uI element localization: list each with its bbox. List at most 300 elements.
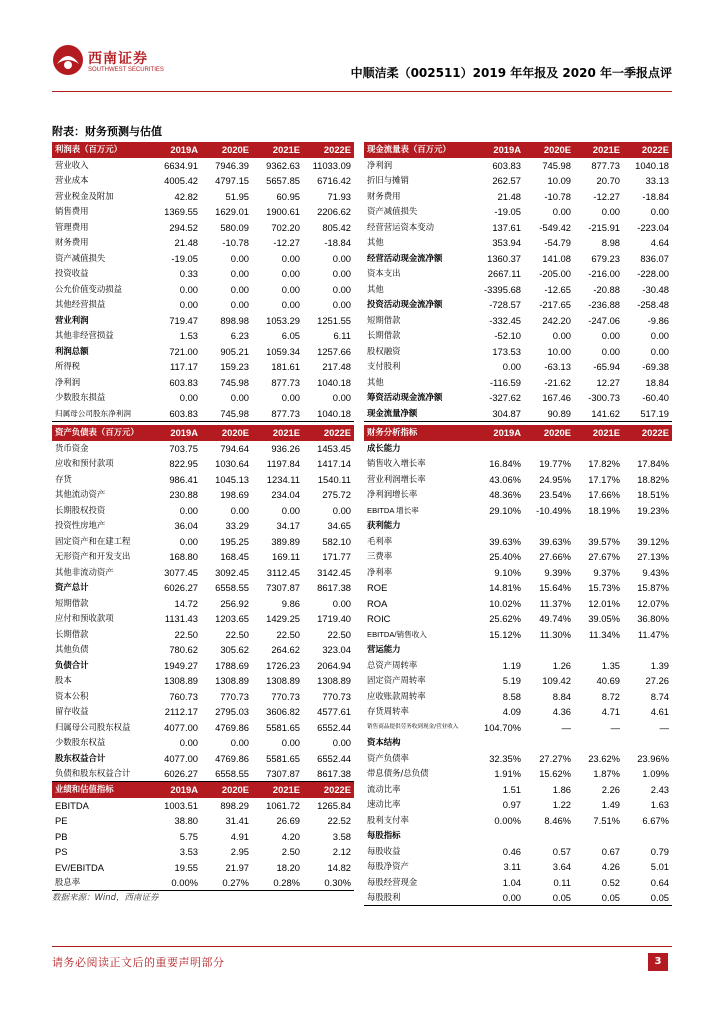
row-label: 速动比率 bbox=[367, 799, 401, 810]
row-value: 12.01% bbox=[588, 597, 620, 609]
row-value: 6716.42 bbox=[317, 175, 351, 187]
row-value: 21.48 bbox=[497, 190, 521, 202]
row-value: 33.13 bbox=[645, 175, 669, 187]
table-row bbox=[52, 875, 354, 891]
table-row bbox=[52, 735, 354, 751]
table-row bbox=[364, 173, 672, 189]
row-label: ROA bbox=[367, 597, 388, 609]
table-row bbox=[364, 375, 672, 391]
row-value: 1788.69 bbox=[215, 659, 249, 671]
table-row bbox=[52, 518, 354, 534]
table-row bbox=[52, 534, 354, 550]
row-value: 877.73 bbox=[271, 376, 300, 388]
table-row bbox=[364, 766, 672, 782]
row-value: 0.00 bbox=[502, 361, 521, 373]
row-label: 营业税金及附加 bbox=[55, 190, 114, 201]
row-value: 217.48 bbox=[322, 361, 351, 373]
row-value: 721.00 bbox=[169, 345, 198, 357]
row-value: 0.00 bbox=[601, 330, 620, 342]
row-label: 资本公积 bbox=[55, 690, 89, 701]
row-value: 17.17% bbox=[588, 473, 620, 485]
row-value: 0.00 bbox=[179, 392, 198, 404]
row-value: 0.00 bbox=[332, 283, 351, 295]
row-value bbox=[623, 735, 672, 751]
row-label: 每股股利 bbox=[364, 890, 474, 906]
row-label: 成长能力 bbox=[367, 442, 401, 453]
row-value: 141.08 bbox=[542, 252, 571, 264]
row-label: 净利率 bbox=[367, 566, 393, 577]
row-value: 11.34% bbox=[588, 628, 620, 640]
row-value: 234.04 bbox=[271, 489, 300, 501]
row-value: 167.46 bbox=[542, 392, 571, 404]
year-header: 2022E bbox=[303, 142, 354, 158]
table-row bbox=[52, 813, 354, 829]
row-label: EV/EBITDA bbox=[55, 861, 104, 873]
row-value: 4797.15 bbox=[215, 175, 249, 187]
row-label: 营业成本 bbox=[55, 175, 89, 186]
row-value: -228.00 bbox=[637, 268, 669, 280]
year-header: 2022E bbox=[303, 782, 354, 798]
table-row bbox=[364, 456, 672, 472]
row-value: 770.73 bbox=[322, 690, 351, 702]
table-row bbox=[364, 735, 672, 751]
row-label: 总资产周转率 bbox=[367, 659, 418, 670]
table-row bbox=[52, 627, 354, 643]
row-label: 资产总计 bbox=[55, 582, 89, 593]
row-label: 少数股东权益 bbox=[55, 737, 106, 748]
table-row bbox=[364, 235, 672, 251]
row-value: 19.23% bbox=[637, 504, 669, 516]
row-value: 0.00 bbox=[230, 737, 249, 749]
table-row bbox=[52, 251, 354, 267]
row-value: 6634.91 bbox=[164, 159, 198, 171]
row-label: 净利润 bbox=[55, 376, 81, 387]
row-value: -10.78 bbox=[222, 237, 249, 249]
row-label: 应收和预付款项 bbox=[55, 458, 114, 469]
table-row bbox=[52, 673, 354, 689]
row-value: -63.13 bbox=[544, 361, 571, 373]
row-value: 4.71 bbox=[601, 706, 620, 718]
row-value: 262.57 bbox=[492, 175, 521, 187]
row-label: 少数股东损益 bbox=[55, 392, 106, 403]
table-row bbox=[52, 860, 354, 876]
row-label: 货币资金 bbox=[55, 442, 89, 453]
row-value: 71.93 bbox=[327, 190, 351, 202]
row-value bbox=[574, 735, 623, 751]
row-value: 6.67% bbox=[642, 814, 669, 826]
row-value: 4005.42 bbox=[164, 175, 198, 187]
row-value bbox=[524, 828, 574, 844]
table-row bbox=[52, 282, 354, 298]
row-value: 181.61 bbox=[271, 361, 300, 373]
row-value: 17.66% bbox=[588, 489, 620, 501]
row-value: 4.64 bbox=[650, 237, 669, 249]
row-label: 所得税 bbox=[55, 361, 81, 372]
row-label: 带息债务/总负债 bbox=[367, 768, 429, 779]
row-value: 0.11 bbox=[553, 876, 571, 888]
row-value bbox=[524, 441, 574, 457]
table-row bbox=[364, 472, 672, 488]
row-value: 43.06% bbox=[489, 473, 521, 485]
row-value: 3.64 bbox=[552, 861, 571, 873]
row-value: 5.19 bbox=[502, 675, 521, 687]
row-value: 0.05 bbox=[574, 890, 623, 906]
row-value: 770.73 bbox=[220, 690, 249, 702]
row-value bbox=[623, 518, 672, 534]
row-value: 770.73 bbox=[271, 690, 300, 702]
year-header: 2021E bbox=[574, 425, 623, 441]
table-row bbox=[364, 859, 672, 875]
row-label: 公允价值变动损益 bbox=[55, 283, 122, 294]
row-label: 支付股利 bbox=[367, 361, 401, 372]
row-value: 15.73% bbox=[588, 582, 620, 594]
row-label: 净利润 bbox=[367, 159, 393, 170]
row-value: 0.79 bbox=[650, 845, 669, 857]
row-label: ROIC bbox=[367, 613, 391, 625]
row-label: 营运能力 bbox=[367, 644, 401, 655]
table-row bbox=[52, 611, 354, 627]
table-row bbox=[52, 359, 354, 375]
row-value: 8617.38 bbox=[303, 766, 354, 782]
row-value: 4.91 bbox=[230, 830, 249, 842]
row-value: 7946.39 bbox=[215, 159, 249, 171]
table-row bbox=[364, 627, 672, 643]
row-value: 780.62 bbox=[169, 644, 198, 656]
row-value: 1045.13 bbox=[215, 473, 249, 485]
row-value: -18.84 bbox=[642, 190, 669, 202]
row-value: 0.00 bbox=[179, 737, 198, 749]
row-value: 2667.11 bbox=[487, 268, 521, 280]
row-value: 3112.45 bbox=[266, 566, 300, 578]
row-value: 22.50 bbox=[225, 628, 249, 640]
table-title: 现金流量表（百万元） bbox=[364, 142, 474, 158]
row-value: 0.27% bbox=[201, 875, 252, 891]
table-row bbox=[364, 890, 672, 906]
row-value: 198.69 bbox=[220, 489, 249, 501]
row-label: PB bbox=[55, 830, 68, 842]
row-value: 0.00 bbox=[281, 252, 300, 264]
table-row bbox=[364, 689, 672, 705]
row-value: 0.05 bbox=[623, 890, 672, 906]
row-value: 6.11 bbox=[333, 330, 351, 342]
table-row bbox=[52, 297, 354, 313]
row-value: 603.83 bbox=[492, 159, 521, 171]
row-value: -215.91 bbox=[588, 221, 620, 233]
row-value: 5657.85 bbox=[266, 175, 300, 187]
row-value: 3092.45 bbox=[215, 566, 249, 578]
row-value: 305.62 bbox=[220, 644, 249, 656]
row-value: 0.00 bbox=[332, 268, 351, 280]
row-value: 3142.45 bbox=[317, 566, 351, 578]
row-value: 1308.89 bbox=[164, 675, 198, 687]
table-row bbox=[364, 390, 672, 406]
row-label: 现金流量净额 bbox=[364, 406, 474, 422]
row-value: 21.48 bbox=[174, 237, 198, 249]
logo-emblem-icon bbox=[52, 44, 84, 76]
row-value: 4.26 bbox=[601, 861, 620, 873]
row-value: 3.53 bbox=[179, 846, 198, 858]
row-value: 3.11 bbox=[503, 861, 521, 873]
row-value: -69.38 bbox=[642, 361, 669, 373]
row-value: 29.10% bbox=[489, 504, 521, 516]
row-value: 27.13% bbox=[637, 551, 669, 563]
year-header: 2021E bbox=[574, 142, 623, 158]
row-value: 2064.94 bbox=[317, 659, 351, 671]
table-row bbox=[52, 158, 354, 174]
table-row bbox=[364, 611, 672, 627]
row-value: -65.94 bbox=[593, 361, 620, 373]
footer-disclaimer: 请务必阅读正文后的重要声明部分 bbox=[52, 956, 225, 969]
row-value: 6026.27 bbox=[164, 582, 198, 594]
row-label: 毛利率 bbox=[367, 535, 393, 546]
table-row bbox=[52, 328, 354, 344]
row-label: 其他负债 bbox=[55, 644, 89, 655]
row-value: 1360.37 bbox=[487, 252, 521, 264]
row-value: 805.42 bbox=[322, 221, 351, 233]
row-value: 18.51% bbox=[637, 489, 669, 501]
row-value: -9.86 bbox=[647, 314, 669, 326]
table-row bbox=[364, 251, 672, 267]
row-value: 1.53 bbox=[179, 330, 198, 342]
table-row bbox=[364, 313, 672, 329]
row-value: 719.47 bbox=[169, 314, 198, 326]
table-row bbox=[52, 204, 354, 220]
row-value: 1540.11 bbox=[317, 473, 351, 485]
row-value bbox=[524, 518, 574, 534]
row-value: 294.52 bbox=[169, 221, 198, 233]
row-value: 0.00 bbox=[281, 737, 300, 749]
row-label: 其他经营损益 bbox=[55, 299, 106, 310]
row-value: 11.47% bbox=[637, 628, 669, 640]
row-label: 每股指标 bbox=[367, 830, 401, 841]
row-value: 14.81% bbox=[489, 582, 521, 594]
row-value: 2.26 bbox=[601, 783, 620, 795]
table-row bbox=[364, 642, 672, 658]
row-value: 4077.00 bbox=[164, 752, 198, 764]
row-value: 822.95 bbox=[169, 458, 198, 470]
row-value: 0.00 bbox=[179, 535, 198, 547]
table-row bbox=[52, 565, 354, 581]
row-value: 5.75 bbox=[179, 830, 198, 842]
row-value: 8.72 bbox=[601, 690, 620, 702]
row-label: 应收账款周转率 bbox=[367, 690, 426, 701]
row-value: 33.29 bbox=[225, 520, 249, 532]
row-value: 60.95 bbox=[276, 190, 300, 202]
row-label: 投资收益 bbox=[55, 268, 89, 279]
table-header-row bbox=[52, 142, 354, 158]
row-value: -54.79 bbox=[544, 237, 571, 249]
row-value: 0.00 bbox=[601, 206, 620, 218]
row-value: -327.62 bbox=[489, 392, 521, 404]
table-row bbox=[52, 704, 354, 720]
row-value: -3395.68 bbox=[483, 283, 521, 295]
row-value: 582.10 bbox=[322, 535, 351, 547]
row-value: 168.45 bbox=[220, 551, 249, 563]
row-label: 销售费用 bbox=[55, 206, 89, 217]
row-value: 36.80% bbox=[637, 613, 669, 625]
row-value: 1.04 bbox=[502, 876, 521, 888]
row-value: 1257.66 bbox=[317, 345, 351, 357]
row-value: 836.07 bbox=[640, 252, 669, 264]
row-value: -216.00 bbox=[588, 268, 620, 280]
table-row bbox=[364, 328, 672, 344]
table-row bbox=[52, 487, 354, 503]
row-value: 0.00 bbox=[281, 392, 300, 404]
row-value: 323.04 bbox=[322, 644, 351, 656]
table-row bbox=[52, 580, 354, 596]
row-value: 0.00 bbox=[281, 268, 300, 280]
table-header-row bbox=[52, 425, 354, 441]
row-value: 18.19% bbox=[588, 504, 620, 516]
row-value: 20.70 bbox=[596, 175, 620, 187]
row-value: 5581.65 bbox=[266, 721, 300, 733]
row-value: 0.52 bbox=[601, 876, 620, 888]
row-value: -30.48 bbox=[642, 283, 669, 295]
company-logo bbox=[52, 44, 192, 84]
row-label: 固定资产周转率 bbox=[367, 675, 426, 686]
table-header-row bbox=[364, 425, 672, 441]
row-value: 2112.17 bbox=[164, 706, 198, 718]
table-row bbox=[52, 658, 354, 674]
row-value: 7.51% bbox=[593, 814, 620, 826]
row-value: 0.00 bbox=[552, 330, 571, 342]
section-title: 附表：财务预测与估值 bbox=[52, 125, 162, 138]
row-value: 7307.87 bbox=[266, 582, 300, 594]
row-value: -19.05 bbox=[494, 206, 521, 218]
row-value: 23.54% bbox=[539, 489, 571, 501]
row-value: 17.82% bbox=[588, 458, 620, 470]
row-value: -300.73 bbox=[588, 392, 620, 404]
data-source-note: 数据来源：Wind，西南证券 bbox=[52, 893, 159, 903]
table-row bbox=[52, 472, 354, 488]
table-row bbox=[364, 704, 672, 720]
table-row bbox=[52, 689, 354, 705]
row-value: 39.63% bbox=[489, 535, 521, 547]
row-value: 0.00 bbox=[650, 330, 669, 342]
row-label: 营业收入 bbox=[55, 159, 89, 170]
row-value: 4769.86 bbox=[215, 721, 249, 733]
row-value: 1.51 bbox=[502, 783, 521, 795]
table-row bbox=[52, 406, 354, 422]
row-value: 23.96% bbox=[637, 752, 669, 764]
row-value: 2795.03 bbox=[215, 706, 249, 718]
row-value: 15.62% bbox=[539, 768, 571, 780]
row-value: 353.94 bbox=[492, 237, 521, 249]
row-value: 0.00 bbox=[230, 299, 249, 311]
row-value: 1061.72 bbox=[266, 799, 300, 811]
row-value: 0.00 bbox=[474, 890, 524, 906]
row-value: 5581.65 bbox=[266, 752, 300, 764]
row-value: 0.64 bbox=[650, 876, 669, 888]
row-label: 短期借款 bbox=[55, 597, 89, 608]
row-value: 1453.45 bbox=[317, 442, 351, 454]
row-value: 0.46 bbox=[502, 845, 521, 857]
row-value: 986.41 bbox=[169, 473, 198, 485]
row-value bbox=[574, 642, 623, 658]
year-header: 2020E bbox=[524, 425, 574, 441]
row-value: -236.88 bbox=[588, 299, 620, 311]
row-value: 898.29 bbox=[220, 799, 249, 811]
row-value: 8.98 bbox=[601, 237, 620, 249]
row-value: 25.62% bbox=[489, 613, 521, 625]
row-value: 39.05% bbox=[588, 613, 620, 625]
row-value: 14.72 bbox=[174, 597, 198, 609]
table-row bbox=[52, 390, 354, 406]
row-value: 39.12% bbox=[637, 535, 669, 547]
row-label: 资产减值损失 bbox=[367, 206, 418, 217]
table-row bbox=[364, 189, 672, 205]
row-value: 4.09 bbox=[502, 706, 521, 718]
row-label: 销售商品提供劳务收到现金/营业收入 bbox=[367, 723, 459, 730]
row-value: 580.09 bbox=[220, 221, 249, 233]
row-value: 18.82% bbox=[637, 473, 669, 485]
row-label: 净利润增长率 bbox=[367, 489, 418, 500]
table-row bbox=[364, 673, 672, 689]
row-value: 48.36% bbox=[489, 489, 521, 501]
row-value: 0.33 bbox=[179, 268, 198, 280]
row-value: 21.97 bbox=[225, 861, 249, 873]
row-value: 39.63% bbox=[539, 535, 571, 547]
row-value: 1900.61 bbox=[266, 206, 300, 218]
row-value: 1629.01 bbox=[215, 206, 249, 218]
row-value: 1.22 bbox=[552, 799, 571, 811]
year-header: 2022E bbox=[303, 425, 354, 441]
row-value: -10.49% bbox=[536, 504, 571, 516]
table-row bbox=[364, 344, 672, 360]
row-value: 603.83 bbox=[169, 376, 198, 388]
logo-subtext: SOUTHWEST SECURITIES bbox=[88, 67, 164, 73]
row-value: 389.89 bbox=[271, 535, 300, 547]
row-label: 资本支出 bbox=[367, 268, 401, 279]
row-value: 0.00 bbox=[179, 283, 198, 295]
row-value: 11.30% bbox=[539, 628, 571, 640]
row-value: 19.77% bbox=[539, 458, 571, 470]
row-label: 归属母公司股东净利润 bbox=[52, 406, 150, 422]
year-header: 2021E bbox=[252, 142, 303, 158]
table-row bbox=[364, 797, 672, 813]
row-label: 负债合计 bbox=[55, 659, 89, 670]
row-value: 0.05 bbox=[524, 890, 574, 906]
row-value: 1.63 bbox=[650, 799, 669, 811]
table-row bbox=[52, 844, 354, 860]
row-value: 1429.25 bbox=[266, 613, 300, 625]
row-value: 0.00% bbox=[150, 875, 201, 891]
table-row bbox=[52, 766, 354, 782]
row-value: 9362.63 bbox=[266, 159, 300, 171]
row-value: 9.86 bbox=[281, 597, 300, 609]
row-label: 股权融资 bbox=[367, 345, 401, 356]
year-header: 2020E bbox=[524, 142, 574, 158]
row-value: -258.48 bbox=[637, 299, 669, 311]
row-value bbox=[574, 518, 623, 534]
row-value: 1.35 bbox=[601, 659, 620, 671]
row-value: 12.07% bbox=[637, 597, 669, 609]
row-value: 1.91% bbox=[494, 768, 521, 780]
row-value: 1251.55 bbox=[317, 314, 351, 326]
row-value: 22.50 bbox=[327, 628, 351, 640]
table-row bbox=[52, 751, 354, 767]
row-value bbox=[474, 642, 524, 658]
row-value: 8.84 bbox=[552, 690, 571, 702]
year-header: 2019A bbox=[150, 142, 201, 158]
logo-text: 西南证券 bbox=[88, 51, 148, 67]
row-label: 无形资产和开发支出 bbox=[55, 551, 131, 562]
row-value: 0.00 bbox=[332, 252, 351, 264]
row-value bbox=[474, 518, 524, 534]
row-value: 4769.86 bbox=[215, 752, 249, 764]
row-value: 27.66% bbox=[539, 551, 571, 563]
year-header: 2022E bbox=[623, 425, 672, 441]
